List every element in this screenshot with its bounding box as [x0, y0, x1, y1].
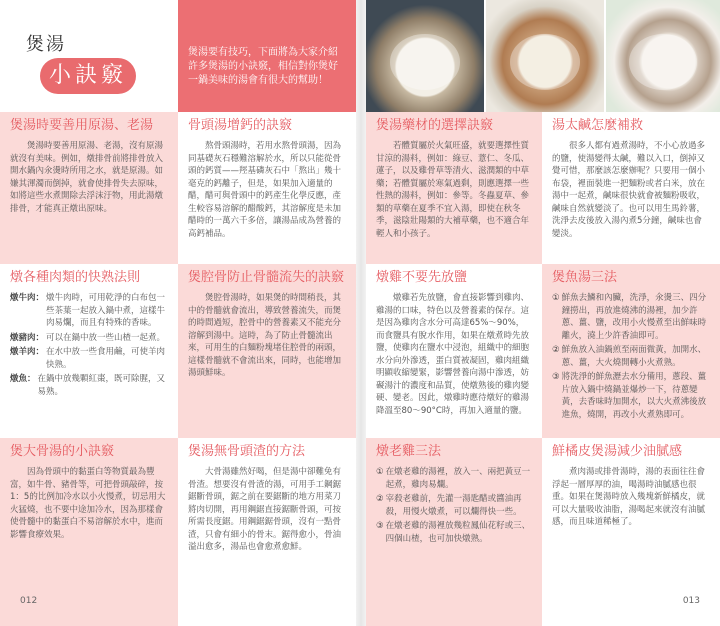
- list-item-key: 燉牛肉：: [10, 293, 45, 303]
- list-item: [10, 292, 168, 330]
- tip-text: 很多人都有過煮湯時，不小心放過多的鹽，使湯變得太鹹，難以入口，倒掉又覺可惜，那麼該怎麼辦呢？只要用一個小布袋，裡面裝進一把麵粉或者白米，放在湯中一起煮，鹹味很快就會被麵粉吸收，鹹味自然就變淡了。也可以用生馬鈴薯，洗淨去皮後放入湯內煮5分鐘，鹹味也會變淡。: [552, 141, 706, 239]
- list-item-number: ②: [376, 494, 384, 504]
- list-item-text: 可以在鍋中放一些山楂一起煮。: [46, 332, 166, 343]
- tip-card: [0, 112, 178, 264]
- tip-text: 因為骨頭中的黏蛋白等物質最為豐富，如牛骨、豬骨等，可把骨頭敲碎，按1：5的比例加冷水以小火慢煮，切忌用大火猛燒，也不要中途加冷水，因為那樣會使骨髓中的黏蛋白不易溶解於水中，進而影響食療效果。: [10, 467, 166, 540]
- list-item-key: 燉豬肉：: [10, 332, 45, 343]
- tip-card: [178, 264, 356, 438]
- tip-text: 煲湯時要善用原湯、老湯，沒有原湯就沒有美味。例如，燉排骨前將排骨放入開水鍋內氽燙時所用之水，就是原湯。如嫌其渾濁而倒掉，就會使排骨失去原味，如將這些水煮開除去浮沫汙物，用此湯燉排骨，才能真正燉出原味。: [10, 141, 164, 214]
- list-item-number: ③: [552, 372, 560, 382]
- tip-title: 湯太鹹怎麼補救: [552, 118, 644, 133]
- tip-card: [178, 438, 356, 626]
- tip-list: [552, 292, 710, 421]
- list-item: [552, 371, 710, 421]
- list-item-text: 在鍋中放幾顆紅棗，既可除腥，又易熟。: [37, 374, 166, 397]
- tip-list: [376, 466, 532, 545]
- list-item: [376, 466, 532, 491]
- tip-title: 骨頭湯增鈣的訣竅: [188, 118, 293, 133]
- tip-text: 煲腔骨湯時，如果煲的時間稍長，其中的骨髓就會流出，導致營養流失，而煲的時間過短，腔骨中的營養素又不能充分溶解到湯中。這時，為了防止骨髓流出來，可用生的白麵粉塊堵住腔骨的兩頭，這樣骨髓就不會流出來，同時，也能增加湯頭鮮味。: [188, 293, 342, 378]
- tip-title: 燉各種肉類的快熟法則: [10, 270, 141, 285]
- tip-card: [0, 264, 178, 438]
- list-item: [376, 493, 532, 518]
- list-item-number: ①: [376, 467, 384, 477]
- tip-text: 燉雞若先放鹽，會直接影響到雞肉、雞湯的口味，特色以及營養素的保存。這是因為雞肉含水分可高達65%～90%，而食鹽具有脫水作用，如果在燉煮時先放鹽，使雞肉在鹽水中浸泡，組織中的細胞水分向外滲透，蛋白質被凝固，雞肉組織明顯收縮變緊，影響營養向湯中滲透，妨礙湯汁的濃度和品質，使燉熟後的雞肉變硬、變老。因此，燉雞時應待燉好的雞湯降溫至80～90°C時，再加入適量的鹽。: [376, 293, 530, 416]
- intro-text: 煲湯要有技巧，下面將為大家介紹許多煲湯的小訣竅，相信對你煲好一鍋美味的湯會有很大的幫助！: [188, 47, 338, 86]
- list-item: [10, 373, 168, 398]
- page-number-right: 013: [682, 596, 700, 606]
- tip-text: 若體質屬於火氣旺盛，就要選擇性質甘涼的湯料，例如：綠豆、薏仁、冬瓜、蓮子，以及雞骨草等清火、滋潤類的中草藥；若體質屬於寒氣過剩，則應選擇一些性熱的湯料，例如：參等。冬蟲夏草、參類的草藥在夏季不宜入湯，即使在秋冬季，滋陰壯陽類的大補草藥，也不適合年輕人和小孩子。: [376, 141, 530, 239]
- section-title: [22, 30, 142, 102]
- tip-title: 煲湯無骨頭渣的方法: [188, 444, 306, 459]
- tip-title: 煲湯時要善用原湯、老湯: [10, 118, 154, 133]
- section-title-small: 煲湯: [26, 34, 66, 55]
- tip-text: 熬骨頭湯時，若用水熬骨頭湯，因為同基礎灰石穩難溶解於水，所以只能從骨頭的鈣質——羥基磷灰石中「熬出」幾十毫克的鈣離子，但是，如果加入適量的醋，醋可與骨頭中的鈣產生化學反應，產生較容易溶解的醋酸鈣，其溶解度是未加醋時的一萬六千多倍，讓湯品成為營養的高鈣補品。: [188, 141, 342, 239]
- list-item-key: 燉羊肉：: [10, 347, 45, 357]
- page-number-left: 012: [20, 596, 38, 606]
- soup-bowl-photo-2: [486, 0, 604, 112]
- list-item: [10, 332, 168, 345]
- tip-card: [366, 438, 542, 626]
- tip-card: [366, 264, 542, 438]
- list-item-number: ②: [552, 345, 560, 355]
- list-item-text: 將洗淨的鮮魚瀝去水分備用，蔥段、薑片放入鍋中燒鍋並爆炒一下，待蔥變黃，去香味時加開水，以大火煮沸後放進魚，燒開，再改小火煮熟即可。: [561, 372, 707, 420]
- tip-title: 燉老雞三法: [376, 444, 442, 459]
- soup-bowl-photo-1: [366, 0, 484, 112]
- tip-text: 煮肉湯或排骨湯時，湯的表面往往會浮起一層厚厚的油，喝湯時油膩感也很重。如果在煲湯時放入幾塊新鮮橘皮，就可以大量吸收油脂，湯喝起來就沒有油膩感，而且味道稀極了。: [552, 467, 706, 527]
- tip-title: 鮮橘皮煲湯減少油膩感: [552, 444, 683, 459]
- tip-card: [542, 112, 720, 264]
- list-item-text: 鮮魚去鱗和內臟，洗淨，氽燙三、四分鐘撈出，再放進燒沸的湯裡，加少許蔥、薑、鹽，改用小火慢煮至出鮮味時離火，澆上少許香油即可。: [561, 293, 707, 341]
- list-item-text: 在燉老雞的湯裡，放入一、兩把黃豆一起煮，雞肉易爛。: [385, 467, 531, 490]
- tip-card: [542, 264, 720, 438]
- list-item: [552, 344, 710, 369]
- tip-text: 大骨湯雖然好喝，但是湯中卻難免有骨渣。想要沒有骨渣的湯，可用手工鋼鋸鋸斷骨頭，鋸之前在要鋸斷的地方用菜刀將肉切開，再用鋼鋸直接鋸斷骨頭，可按所需長度鋸。用鋼鋸鋸骨頭，沒有一點骨渣，只會有細小的骨末。鋸得愈小，骨油溢出愈多，湯品也會愈煮愈鮮。: [188, 467, 342, 552]
- list-item-text: 鮮魚放入油鍋煎至兩面微黃，加開水、蔥、薑，大火燒開轉小火煮熟。: [561, 345, 707, 368]
- list-item-text: 在水中放一些食用鹼，可使羊肉快熟。: [46, 347, 166, 370]
- tip-title: 煲腔骨防止骨髓流失的訣竅: [188, 270, 345, 285]
- tip-card: [178, 112, 356, 264]
- book-gutter: [356, 0, 366, 626]
- list-item-text: 宰殺老雞前，先灌一湯匙醋或醬油再殺，用慢火燉煮，可以爛得快一些。: [385, 494, 522, 517]
- list-item-key: 燉魚：: [10, 374, 36, 384]
- intro-box: [178, 0, 356, 112]
- tip-title: 燉雞不要先放鹽: [376, 270, 468, 285]
- tip-title: 煲湯藥材的選擇訣竅: [376, 118, 494, 133]
- tip-list: [10, 292, 168, 398]
- list-item-number: ③: [376, 521, 384, 531]
- list-item: [10, 346, 168, 371]
- tip-title: 煲魚湯三法: [552, 270, 618, 285]
- section-title-banner: 小訣竅: [40, 58, 136, 94]
- tip-title: 煲大骨湯的小訣竅: [10, 444, 115, 459]
- tip-card: [366, 112, 542, 264]
- list-item-text: 燉牛肉時，可用乾淨的白布包一些茶葉一起放入鍋中煮，這樣牛肉易爛，而且有特殊的香味。: [46, 293, 166, 328]
- list-item-text: 在燉老雞的湯裡放幾粒鳳仙花籽或三、四個山楂，也可加快燉熟。: [385, 521, 531, 544]
- list-item: [552, 292, 710, 342]
- list-item-number: ①: [552, 293, 560, 303]
- soup-bowl-photo-3: [606, 0, 720, 112]
- list-item: [376, 520, 532, 545]
